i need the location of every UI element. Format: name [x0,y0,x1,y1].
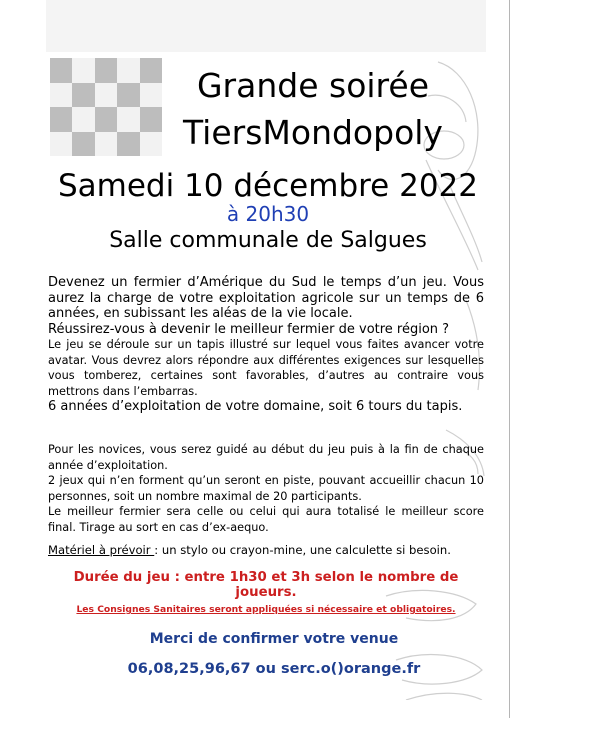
materiel-line [48,543,484,558]
details-line: Le meilleur fermier sera celle ou celui qui aura totalisé le meilleur score final. Tirage au sort en cas d’ex-aequo. [48,505,484,534]
confirm-attendance: Merci de confirmer votre venue [149,631,399,647]
event-time: à 20h30 [226,202,310,226]
materiel-label: Matériel à prévoir [48,543,155,557]
intro-line: Devenez un fermier d’Amérique du Sud le temps d’un jeu. Vous aurez la charge de votre exploitation agricole sur un temps de 6 années, en subissant les aléas de la vie locale. [48,275,484,321]
event-date: Samedi 10 décembre 2022 [57,168,478,204]
intro-line: Réussirez-vous à devenir le meilleur fermier de votre région ? [48,321,450,337]
contact-info: 06,08,25,96,67 ou serc.o()orange.fr [127,661,421,677]
intro-line: 6 années d’exploitation de votre domaine, soit 6 tours du tapis. [48,399,463,414]
details-paragraph [48,442,484,535]
sanitary-notice: Les Consignes Sanitaires seront appliquées si nécessaire et obligatoires. [76,604,456,615]
intro-paragraph [48,275,484,415]
event-place: Salle communale de Salgues [109,228,427,253]
details-line: 2 jeux qui n’en forment qu’un seront en piste, pouvant accueillir chacun 10 personnes, soit un nombre maximal de 20 participants. [48,474,484,503]
game-duration: Durée du jeu : entre 1h30 et 3h selon le nombre de joueurs. [73,570,459,600]
materiel-text: : un stylo ou crayon-mine, une calculette si besoin. [154,543,451,557]
intro-line: Le jeu se déroule sur un tapis illustré sur lequel vous faites avancer votre avatar. Vous devrez alors répondre aux différentes exigences sur lesquelles vous tomberez, certaines sont favorables, d’autres au contraire vous mettrons dans l’embarras. [48,338,484,398]
poster-title-line-1: Grande soirée [196,66,429,105]
event-poster [46,0,486,700]
details-line: Pour les novices, vous serez guidé au début du jeu puis à la fin de chaque année d’exploitation. [48,443,484,472]
page-edge-divider [509,0,510,718]
poster-title-line-2: TiersMondopoly [183,113,443,152]
